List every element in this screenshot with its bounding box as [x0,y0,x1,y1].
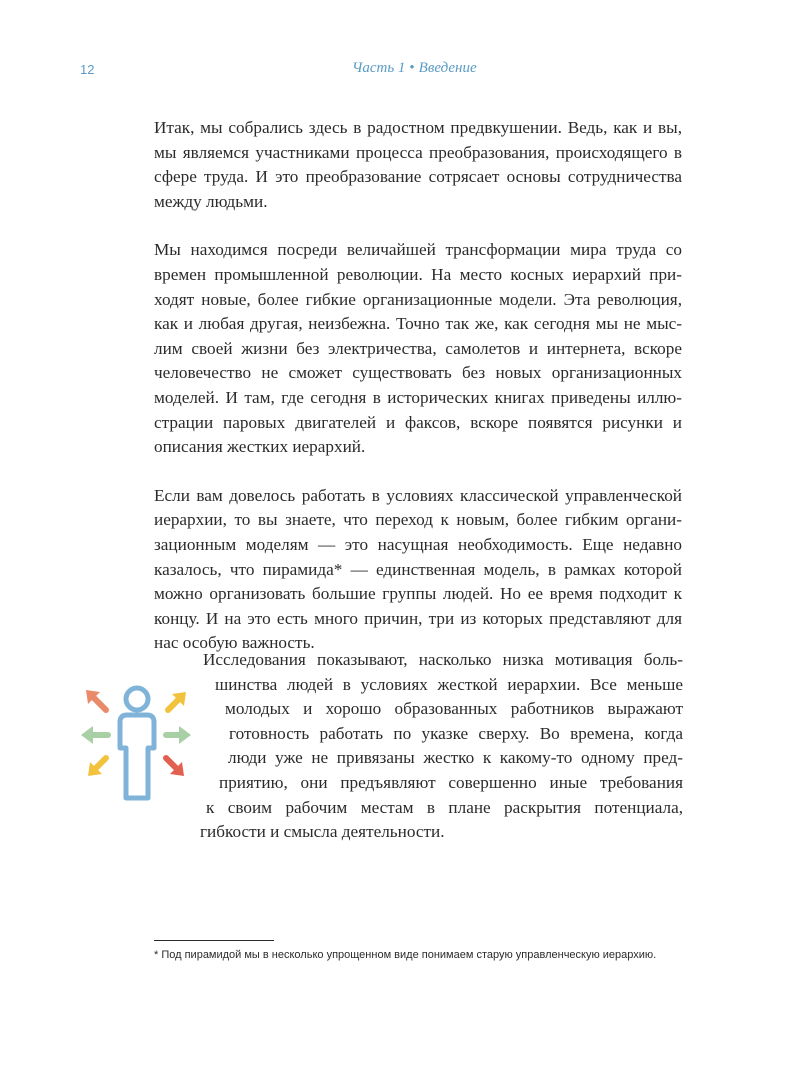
arrow-bottom-right-icon [166,758,184,776]
body-text [154,116,682,680]
page-number: 12 [80,62,95,77]
callout-line: молодых и хорошо образованных работников выражают [225,699,683,719]
person-head [126,688,148,710]
callout-line: люди уже не привязаны жестко к какому-то одному пред- [228,748,683,768]
header-separator: • [409,60,415,76]
callout-line: к своим рабочим местам в плане раскрытия потенциала, [206,797,683,817]
paragraph-1: Итак, мы собрались здесь в радостном предвкушении. Ведь, как и вы, мы являемся участниками процесса преобразования, происходящего в сфере труда. И это преобразование сотрясает основы сотрудничества между людьми. [154,118,682,211]
callout-line: Исследования показывают, насколько низка мотивация боль- [203,650,683,669]
arrow-left-icon [81,726,108,744]
section-title: Введение [418,60,477,76]
person-with-arrows-icon [76,680,196,805]
paragraph-2: Мы находимся посреди величайшей трансформации мира труда со времен промышленной революции. На место косных иерархий приходят новые, более гибкие организационные модели. Эта революция, как и любая другая, неизбежна. Точно так же, как сегодня мы не мыслим своей жизни без электричества, самолетов и интернета, вскоре человечество не сможет существовать без новых организационных моделей. И там, где сегодня в исторических книгах приведены иллюстрации паровых двигателей и факсов, вскоре появятся рисунки и описания жестких иерархий. [154,240,682,457]
part-label: Часть 1 [352,60,406,76]
callout-line: гибкости и смысла деятельности. [200,822,445,842]
arrow-bottom-left-icon [88,758,106,776]
callout-line: шинства людей в условиях жесткой иерархии. Все меньше [215,674,683,694]
running-header [352,60,477,77]
arrow-top-left-icon [86,690,106,710]
callout-line: приятию, они предъявляют совершенно иные требования [219,772,683,792]
person-body [120,715,154,798]
paragraph-3: Если вам довелось работать в условиях классической управленческой иерархии, то вы знаете, что переход к новым, более гибким организационным моделям — это насущная необходимость. Еще недавно казалось, что пирамида* — единственная модель, в рамках которой можно организовать большие группы людей. Но ее время подходит к концу. И на это есть много причин, три из которых представляют для нас особую важность. [154,485,682,653]
callout-line: готовность работать по указке сверху. Во времена, когда [229,723,683,743]
callout-text [183,648,683,845]
footnote: * Под пирамидой мы в несколько упрощенном виде понимаем старую управленческую иерархию. [154,949,657,961]
footnote-divider [154,940,274,941]
